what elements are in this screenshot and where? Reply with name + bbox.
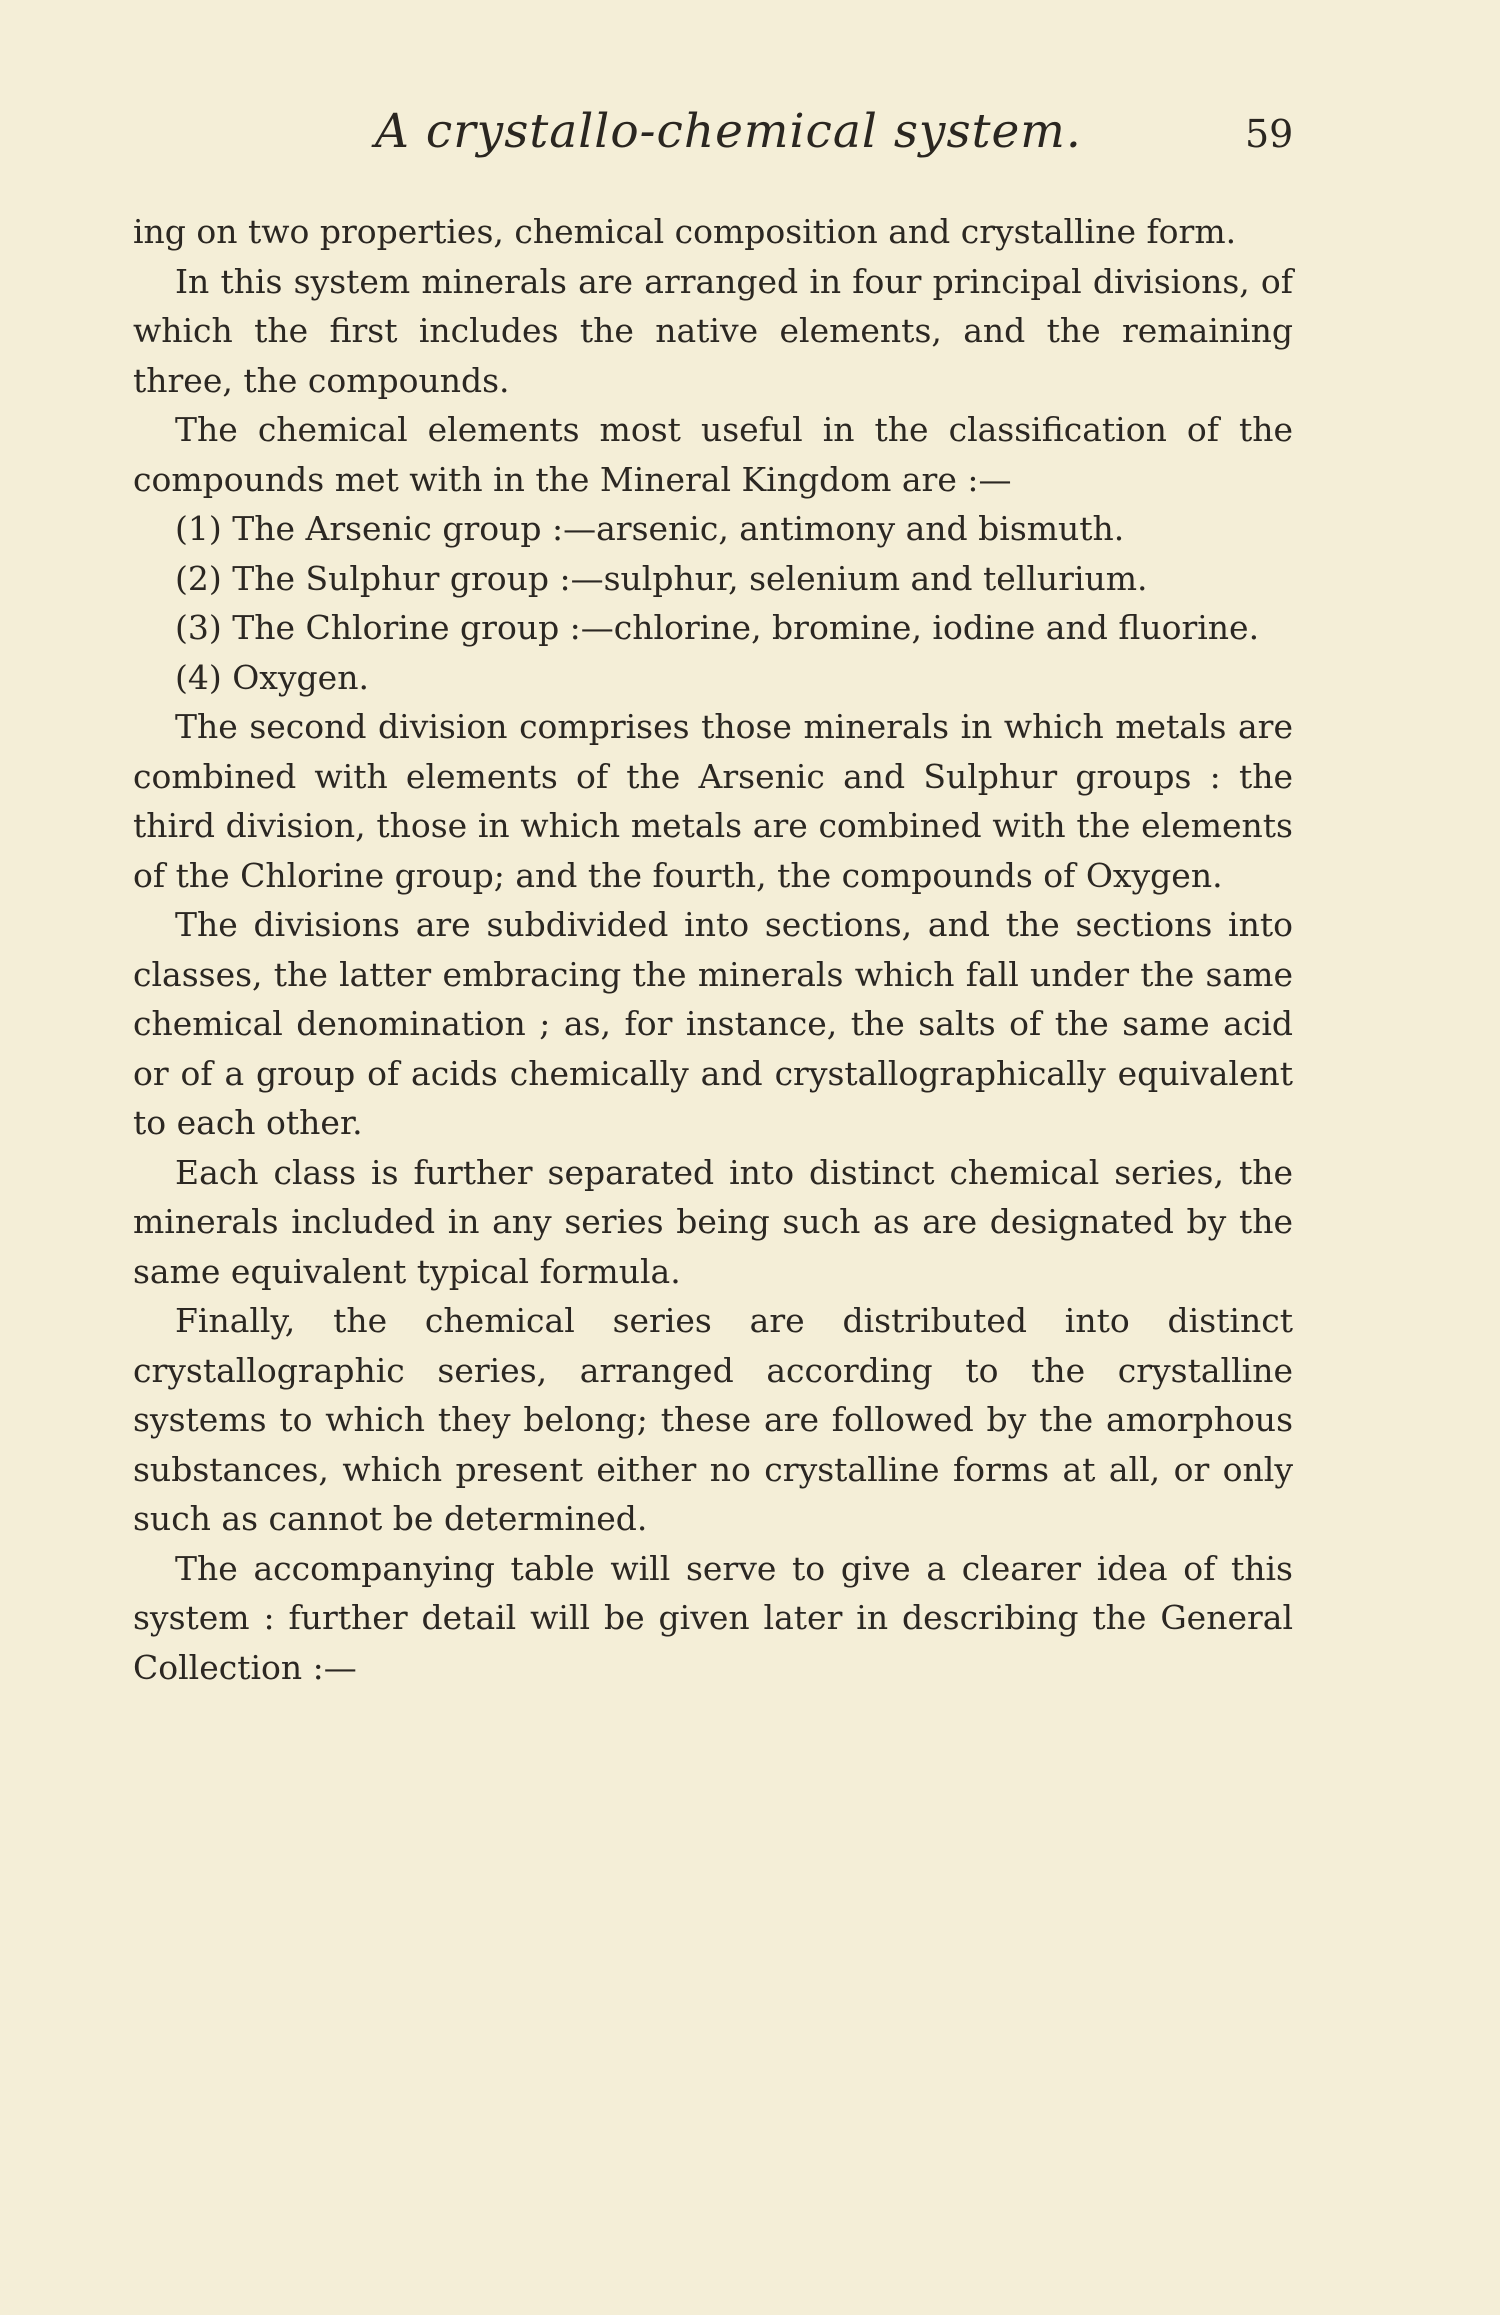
paragraph: Finally, the chemical series are distributed into distinct crystallographic series, arranged according to the crystalline systems to which they belong; these are followed by the amorphous substances, which present either no crystalline forms at all, or only such as cannot be determined. bbox=[133, 1301, 1293, 1538]
paragraph-continuation: ing on two properties, chemical composition and crystalline form. bbox=[133, 212, 1237, 251]
list-item: (1) The Arsenic group :—arsenic, antimony and bismuth. bbox=[175, 509, 1125, 548]
paragraph: In this system minerals are arranged in four principal divisions, of which the first includes the native elements, and the remaining three, the compounds. bbox=[133, 261, 1293, 400]
paragraph: Each class is further separated into distinct chemical series, the minerals included in any series being such as are designated by the same equivalent typical formula. bbox=[133, 1152, 1293, 1291]
list-item: (2) The Sulphur group :—sulphur, selenium and tellurium. bbox=[175, 558, 1148, 598]
paragraph: The chemical elements most useful in the classification of the compounds met with in the Mineral Kingdom are :— bbox=[133, 410, 1293, 499]
paragraph: The accompanying table will serve to give a clearer idea of this system : further detail will be given later in describing the General Collection :— bbox=[133, 1548, 1293, 1687]
running-title: A crystallo-chemical system. bbox=[375, 104, 1082, 159]
list-item: (3) The Chlorine group :—chlorine, bromine, iodine and fluorine. bbox=[175, 608, 1260, 647]
paragraph: The second division comprises those minerals in which metals are combined with elements of the Arsenic and Sulphur groups : the third division, those in which metals are combined with the elements of the Chlorine group; and the fourth, the compounds of Oxygen. bbox=[133, 707, 1293, 895]
body-text bbox=[133, 207, 1293, 1692]
list-item: (4) Oxygen. bbox=[175, 657, 369, 697]
page-header bbox=[0, 104, 1500, 164]
paragraph: The divisions are subdivided into sections, and the sections into classes, the latter embracing the minerals which fall under the same chemical denomination ; as, for instance, the salts of the same acid or of a group of acids chemically and crystallographically equivalent to each other. bbox=[133, 905, 1293, 1142]
page-number: 59 bbox=[1245, 112, 1294, 156]
